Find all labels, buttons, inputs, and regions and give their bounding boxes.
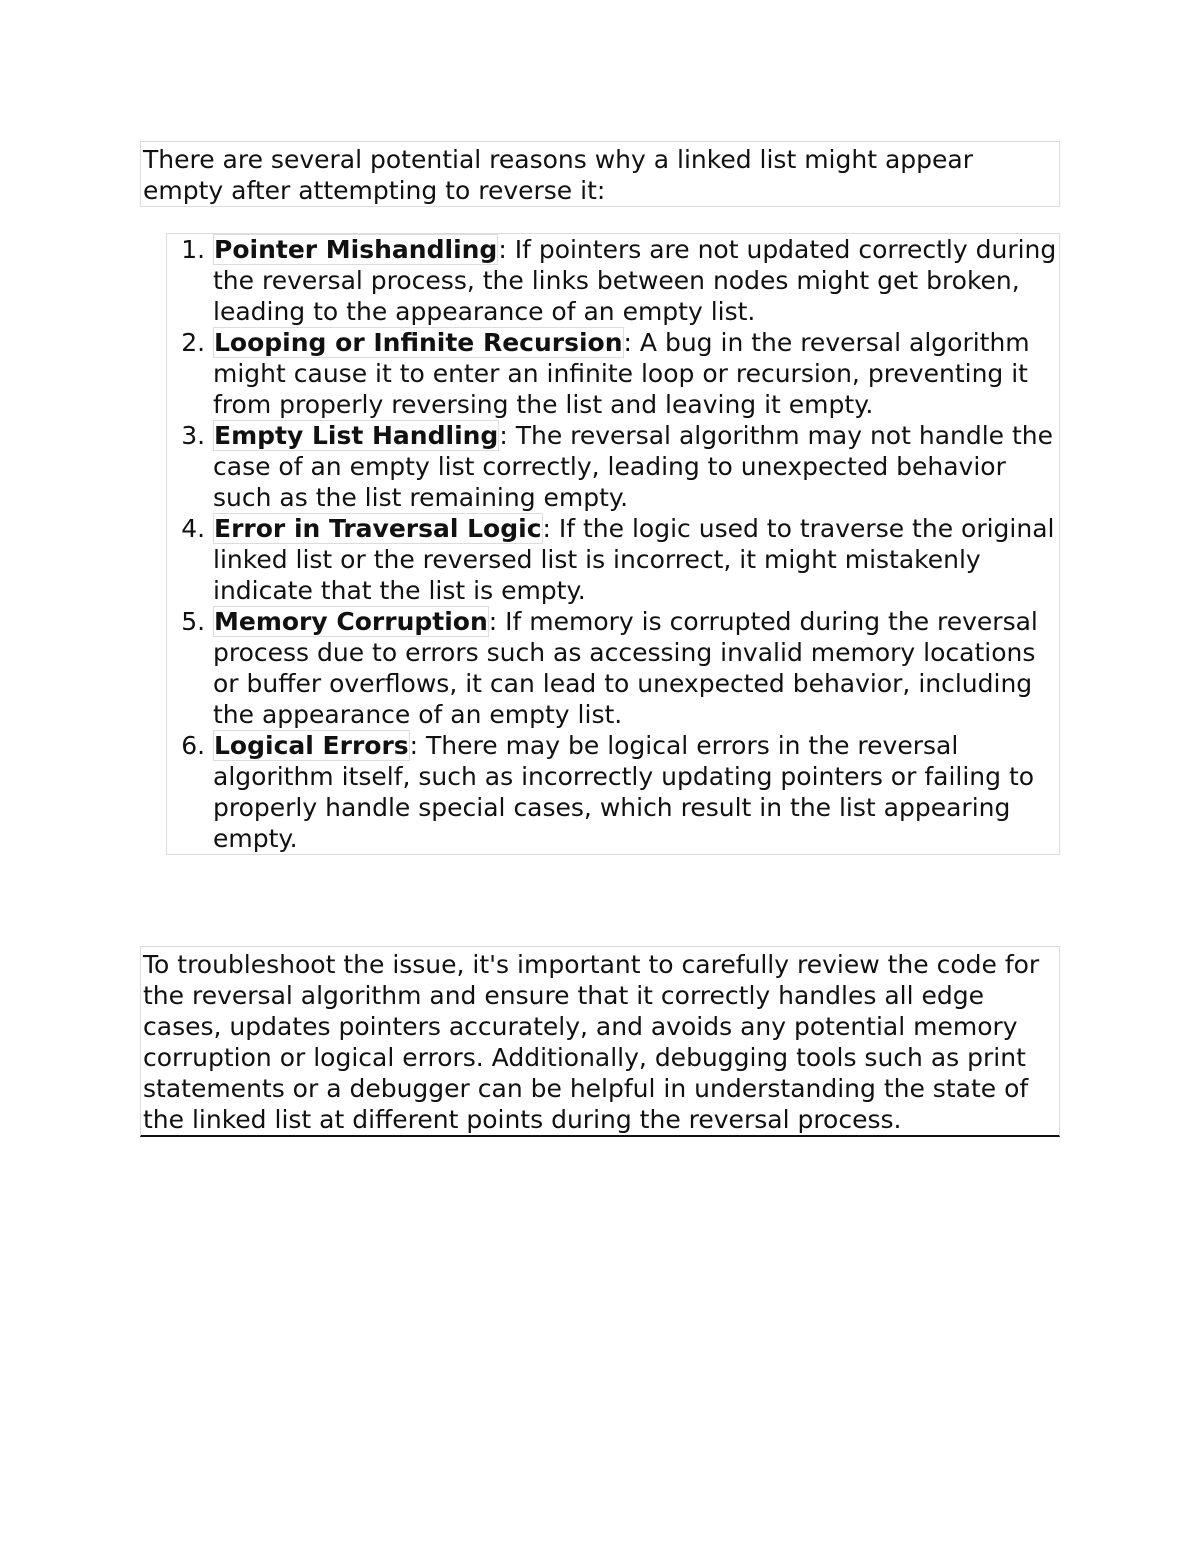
list-item-description: : If the logic used to traverse the original linked list or the reversed list is incorrect, it might mistakenly indicate that the list is empty.: [213, 514, 1055, 605]
list-item-term: Error in Traversal Logic: [214, 514, 542, 543]
list-item-description: : If memory is corrupted during the reversal process due to errors such as accessing invalid memory locations or buffer overflows, it can lead to unexpected behavior, including the appearance of an empty list.: [213, 607, 1038, 729]
list-item: [213, 420, 1057, 513]
list-item-description: : There may be logical errors in the reversal algorithm itself, such as incorrectly updating pointers or failing to properly handle special cases, which result in the list appearing empty.: [213, 731, 1035, 853]
list-item-term: Logical Errors: [214, 731, 409, 760]
list-item: [213, 327, 1057, 420]
list-item-description: : If pointers are not updated correctly during the reversal process, the links between nodes might get broken, leading to the appearance of an empty list.: [213, 235, 1057, 326]
list-item: [213, 513, 1057, 606]
intro-paragraph: There are several potential reasons why a linked list might appear empty after attempting to reverse it:: [140, 141, 1060, 207]
reasons-list-block: [166, 233, 1060, 855]
list-item: [213, 606, 1057, 730]
reasons-list: [167, 234, 1057, 854]
list-item-term: Memory Corruption: [214, 607, 488, 636]
list-item-description: : A bug in the reversal algorithm might cause it to enter an infinite loop or recursion, preventing it from properly reversing the list and leaving it empty.: [213, 328, 1030, 419]
list-item: [213, 730, 1057, 854]
list-item-term: Looping or Infinite Recursion: [214, 328, 623, 357]
list-item-term: Empty List Handling: [214, 421, 499, 450]
list-item-description: : The reversal algorithm may not handle the case of an empty list correctly, leading to unexpected behavior such as the list remaining empty.: [213, 421, 1054, 512]
conclusion-paragraph: To troubleshoot the issue, it's important to carefully review the code for the reversal algorithm and ensure that it correctly handles all edge cases, updates pointers accurately, and avoids any potential memory corruption or logical errors. Additionally, debugging tools such as print statements or a debugger can be helpful in understanding the state of the linked list at different points during the reversal process.: [140, 946, 1060, 1137]
list-item-term: Pointer Mishandling: [214, 235, 498, 264]
list-item: [213, 234, 1057, 327]
